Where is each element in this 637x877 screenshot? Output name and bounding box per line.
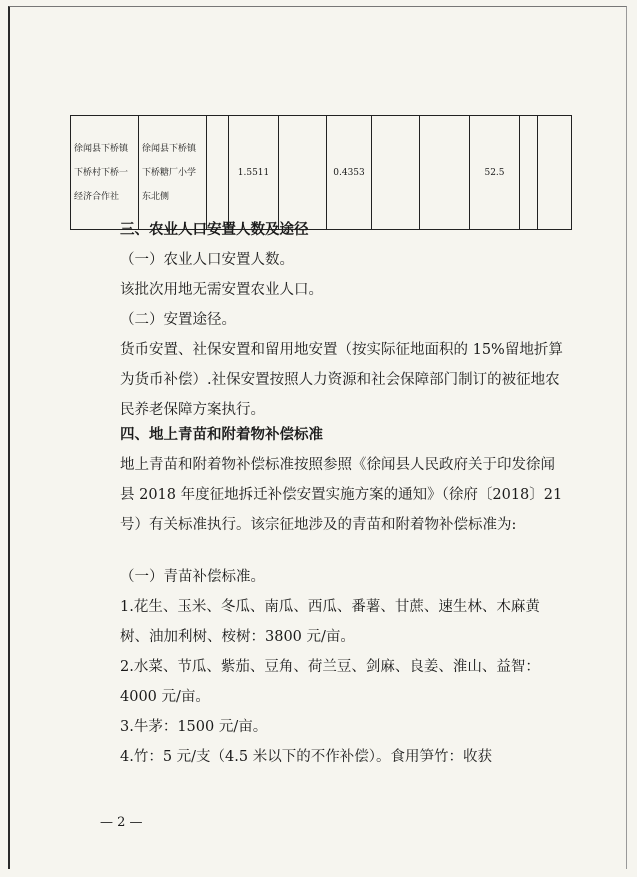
- section4-sub1: （一）青苗补偿标准。: [120, 569, 265, 585]
- section3-sub2: （二）安置途径。: [120, 312, 236, 328]
- table-cell-location: 徐闻县下桥镇下桥糖厂小学东北侧: [139, 116, 207, 230]
- table-cell-owner: 徐闻县下桥镇下桥村下桥一经济合作社: [71, 116, 139, 230]
- section3-sub1: （一）农业人口安置人数。: [120, 252, 294, 268]
- section3-sub2-text: 货币安置、社保安置和留用地安置（按实际征地面积的 15%留地折算为货币补偿）.社保安置按照人力资源和社会保障部门制订的被征地农民养老保障方案执行。: [120, 342, 563, 418]
- table-cell: [538, 116, 572, 230]
- land-table: [70, 115, 572, 230]
- table-cell: [420, 116, 470, 230]
- table-cell: [372, 116, 420, 230]
- table-cell-value: 52.5: [470, 116, 520, 230]
- table-row: [71, 116, 572, 230]
- table-cell-area: 0.4353: [327, 116, 372, 230]
- section3-heading: 三、农业人口安置人数及途径: [120, 221, 309, 238]
- table-cell: [279, 116, 327, 230]
- section4-item4: 4.竹：5 元/支（4.5 米以下的不作补偿）。食用笋竹：收获: [120, 749, 492, 765]
- section4-intro: 地上青苗和附着物补偿标准按照参照《徐闻县人民政府关于印发徐闻县 2018 年度征地拆迁补偿安置实施方案的通知》（徐府〔2018〕21 号）有关标准执行。该宗征地涉及的青苗和附着物补偿标准为:: [120, 457, 563, 533]
- section4-item3: 3.牛茅：1500 元/亩。: [120, 719, 268, 735]
- section3-sub1-text: 该批次用地无需安置农业人口。: [120, 282, 323, 298]
- table-cell-area: 1.5511: [229, 116, 279, 230]
- section4-heading: 四、地上青苗和附着物补偿标准: [120, 426, 323, 443]
- table-cell: [520, 116, 538, 230]
- section4-item1: 1.花生、玉米、冬瓜、南瓜、西瓜、番薯、甘蔗、速生林、木麻黄树、油加利树、桉树：3800 元/亩。: [120, 599, 540, 645]
- table-cell: [207, 116, 229, 230]
- section4-item2: 2.水菜、节瓜、紫茄、豆角、荷兰豆、剑麻、良姜、淮山、益智：4000 元/亩。: [120, 659, 540, 705]
- page-number: — 2 —: [100, 815, 143, 830]
